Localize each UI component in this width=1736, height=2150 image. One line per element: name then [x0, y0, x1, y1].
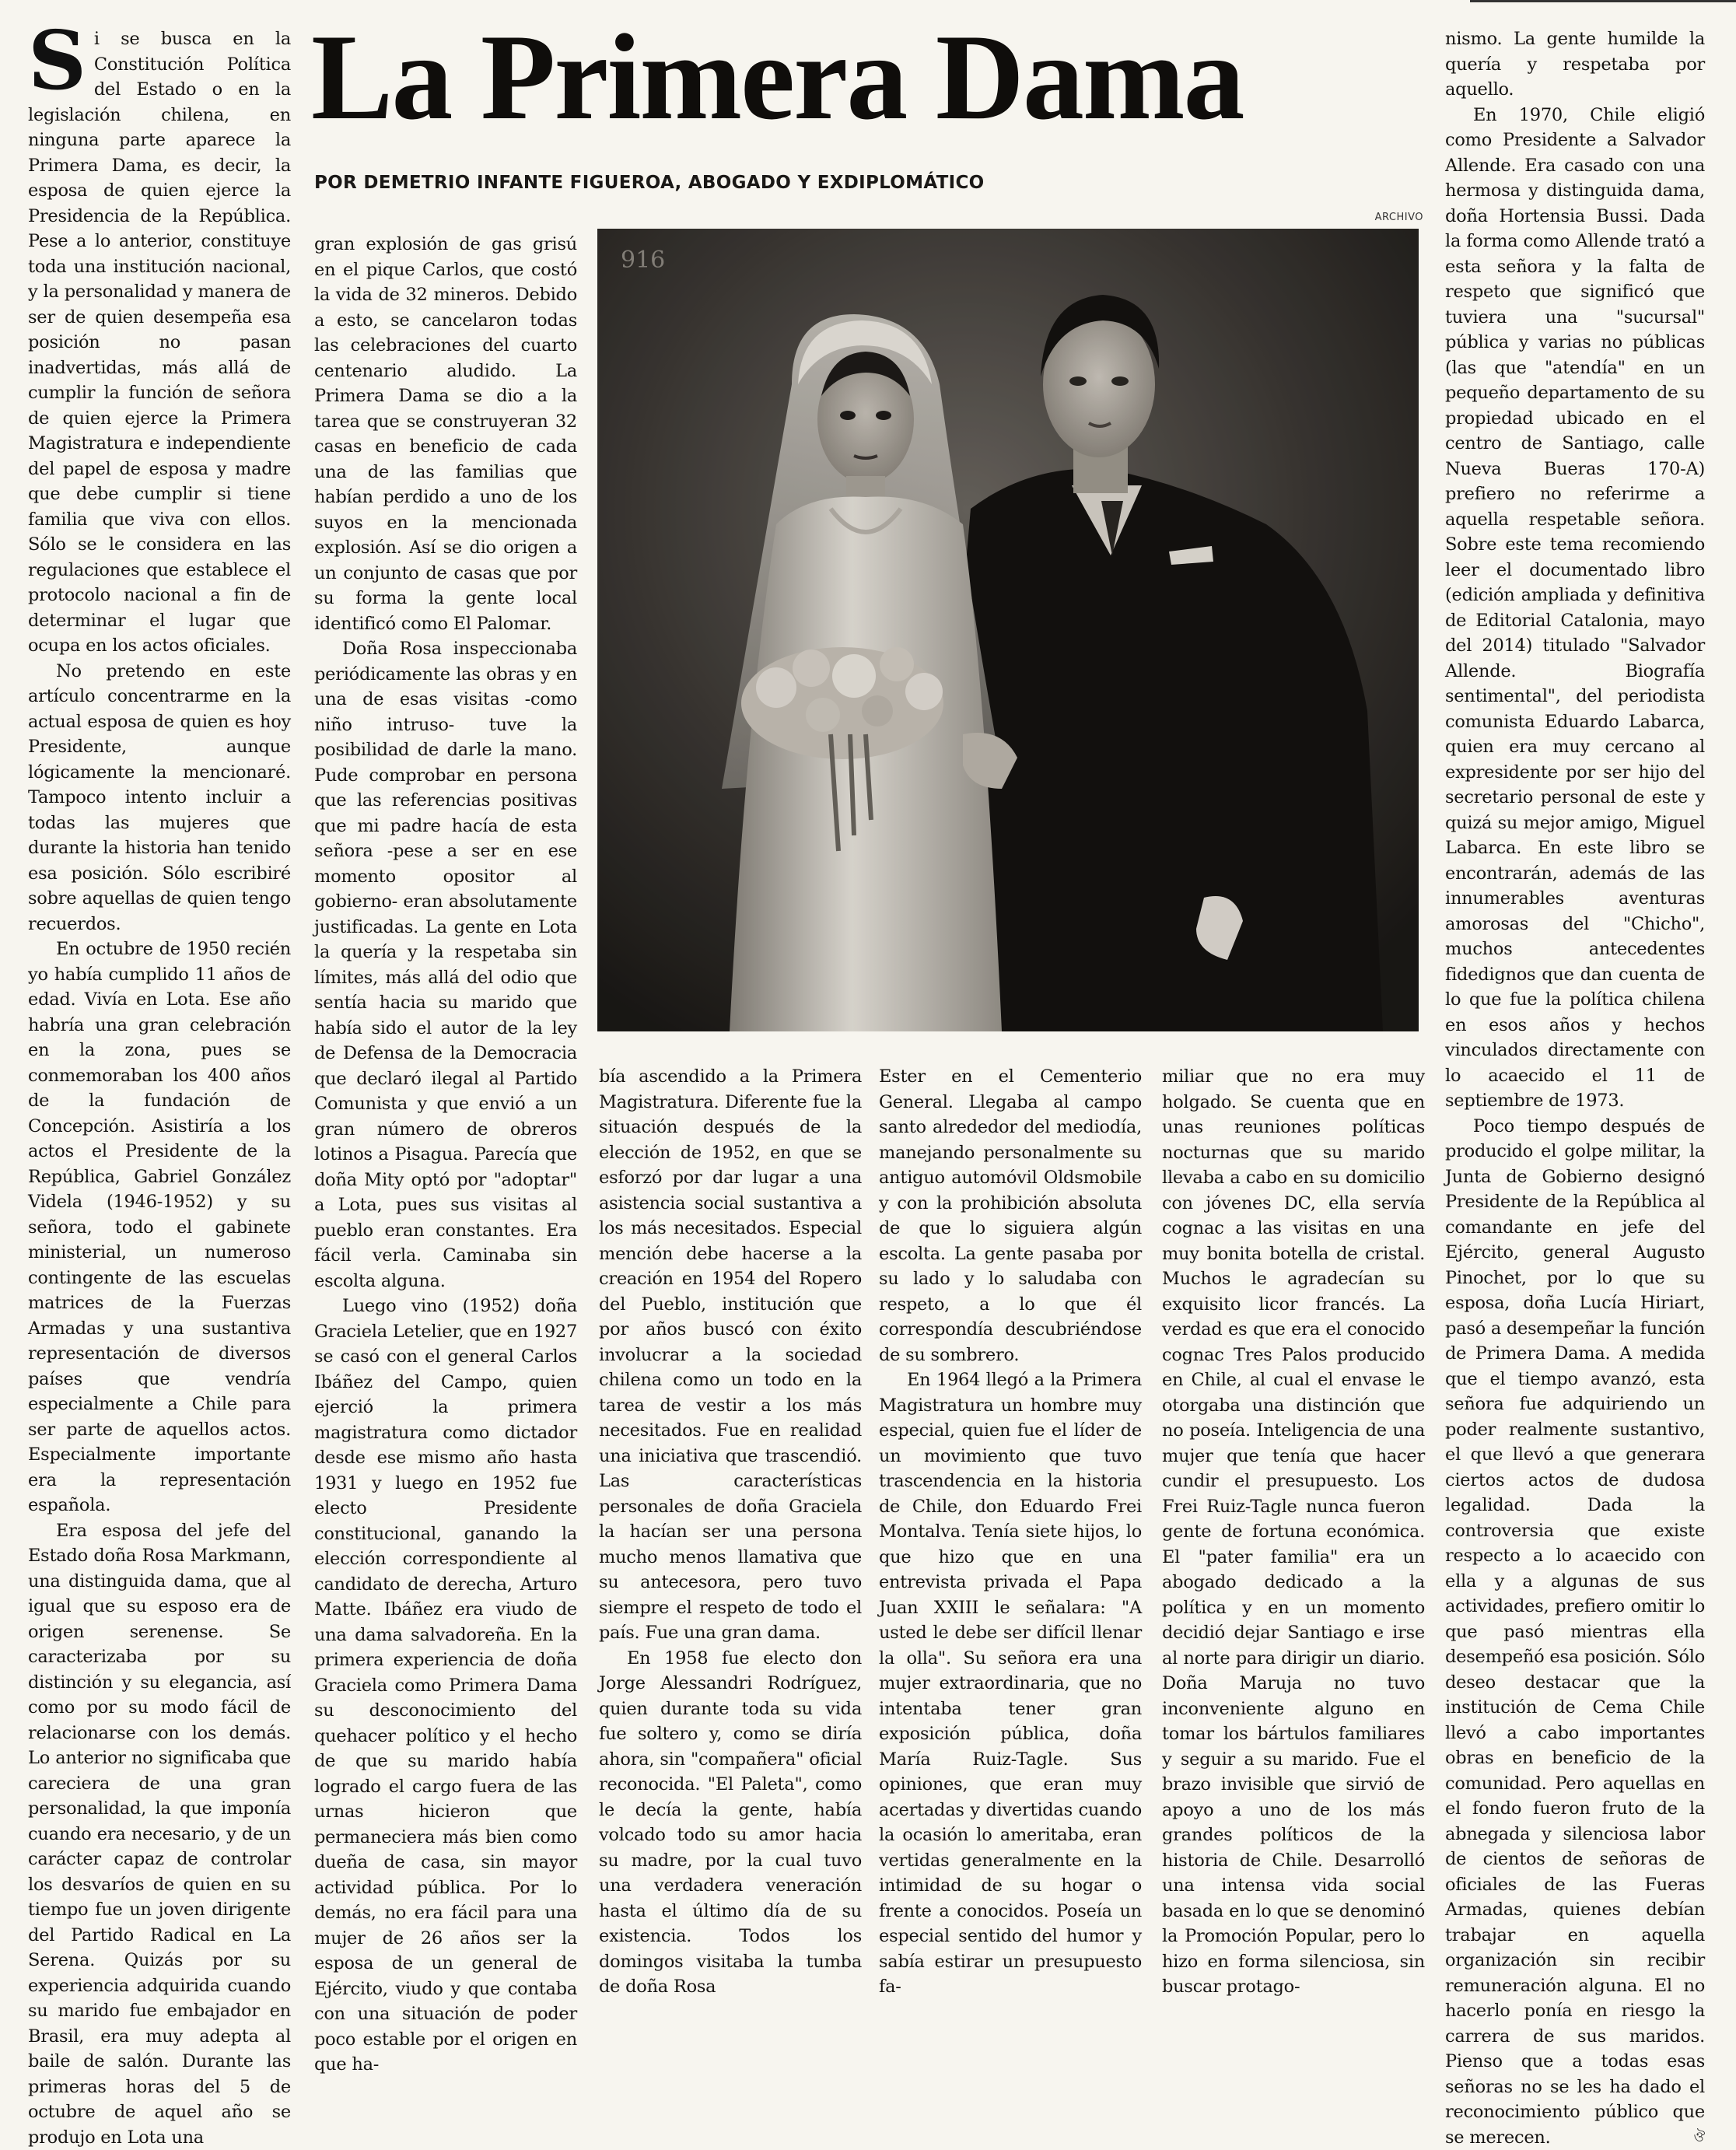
- drop-cap: S: [28, 28, 86, 93]
- paragraph: En octubre de 1950 recién yo había cumplido 11 años de edad. Vivía en Lota. Ese año habría una gran celebración en la zona, pues se conmemoraban los 400 años de la fundación de Concepción. Asistiría a los actos el Presidente de la República, Gabriel González Videla (1946-1952) y su señora, todo el gabinete ministerial, un numeroso contingente de las escuelas matrices de la Fuerzas Armadas y una sustantiva representación de diversos países que vendría especialmente a Chile para ser parte de aquellos actos. Especialmente importante era la representación española.: [28, 937, 291, 1518]
- article-column-3: [599, 1064, 862, 1956]
- wedding-photograph: [597, 229, 1419, 1031]
- headline: La Primera Dama: [311, 16, 1431, 140]
- photo-credit: ARCHIVO: [1346, 212, 1423, 223]
- article-column-2: [314, 232, 577, 1956]
- article-column-5: [1162, 1064, 1425, 1956]
- paragraph: Si se busca en la Constitución Política del Estado o en la legislación chilena, en ninguna parte aparece la Primera Dama, es decir, la esposa de quien ejerce la Presidencia de la República. Pese a lo anterior, constituye toda una institución nacional, y la personalidad y manera de ser de quien desempeña esa posición no pasan inadvertidas, más allá de cumplir la función de señora de quien ejerce la Primera Magistratura e independiente del papel de esposa y madre que debe cumplir si tiene familia que viva con ellos. Sólo se le considera en las regulaciones que establece el protocolo nacional a fin de determinar el lugar que ocupa en los actos oficiales.: [28, 26, 291, 659]
- article-column-1: [28, 26, 291, 1956]
- paragraph: gran explosión de gas grisú en el pique Carlos, que costó la vida de 32 mineros. Debido a esto, se cancelaron todas las celebraciones del cuarto centenario aludido. La Primera Dama se dio a la tarea que se construyeran 32 casas en beneficio de cada una de las familias que habían perdido a uno de los suyos en la mencionada explosión. Así se dio origen a un conjunto de casas que por su forma la gente local identificó como El Palomar.: [314, 232, 577, 636]
- paragraph: Era esposa del jefe del Estado doña Rosa Markmann, una distinguida dama, que al igual que su esposo era de origen serenense. Se caracterizaba por su distinción y su elegancia, así como por su modo fácil de relacionarse con los demás. Lo anterior no significaba que careciera de una gran personalidad, la que imponía cuando era necesario, y de un carácter capaz de controlar los desvaríos de quien en su tiempo fue un joven dirigente del Partido Radical en La Serena. Quizás por su experiencia adquirida cuando su marido fue embajador en Brasil, era muy adepta al baile de salón. Durante las primeras horas del 5 de octubre de aquel año se produjo en Lota una: [28, 1518, 291, 2150]
- paragraph: Poco tiempo después de producido el golpe militar, la Junta de Gobierno designó Presidente de la República al comandante en jefe del Ejército, general Augusto Pinochet, por lo que su esposa, doña Lucía Hiriart, pasó a desempeñar la función de Primera Dama. A medida que el tiempo avanzó, esta señora fue adquiriendo un poder realmente sustantivo, el que llevó a que generara ciertos actos de dudosa legalidad. Dada la controversia que existe respecto a lo acaecido con ella y a algunas de sus actividades, prefiero omitir lo que pasó mientras ella desempeñó esa posición. Sólo deseo destacar que la institución de Cema Chile llevó a cabo importantes obras en beneficio de la comunidad. Pero aquellas en el fondo fueron fruto de la abnegada y silenciosa labor de cientos de señoras de oficiales de las Fueras Armadas, quienes debían trabajar en aquella organización sin recibir remuneración alguna. El no hacerlo ponía en riesgo la carrera de sus maridos. Pienso que a todas esas señoras no se les ha dado el reconocimiento público que se merecen. ঔ: [1445, 1114, 1705, 2150]
- paragraph: No pretendo en este artículo concentrarme en la actual esposa de quien es hoy Presidente, aunque lógicamente la mencionaré. Tampoco intento incluir a todas las mujeres que durante la historia han tenido esa posición. Sólo escribiré sobre aquellas de quien tengo recuerdos.: [28, 659, 291, 937]
- paragraph: Ester en el Cementerio General. Llegaba al campo santo alrededor del mediodía, manejando personalmente su antiguo automóvil Oldsmobile y con la prohibición absoluta de que lo siguiera algún escolta. La gente pasaba por su lado y lo saludaba con respeto, a lo que él correspondía descubriéndose de su sombrero.: [879, 1064, 1142, 1367]
- paragraph: Doña Rosa inspeccionaba periódicamente las obras y en una de esas visitas -como niño intruso- tuve la posibilidad de darle la mano. Pude comprobar en persona que las referencias positivas que mi padre hacía de esta señora -pese a ser en ese momento opositor al gobierno- eran absolutamente justificadas. La gente en Lota la quería y la respetaba sin límites, más allá del odio que sentía hacia su marido que había sido el autor de la ley de Defensa de la Democracia que declaró ilegal al Partido Comunista y que envió a un gran número de obreros lotinos a Pisagua. Parecía que doña Mity optó por "adoptar" a Lota, pues sus visitas al pueblo eran constantes. Era fácil verla. Caminaba sin escolta alguna.: [314, 636, 577, 1294]
- article-column-4: [879, 1064, 1142, 1956]
- paragraph: Luego vino (1952) doña Graciela Letelier, que en 1927 se casó con el general Carlos Ibáñez del Campo, quien ejerció la primera magistratura como dictador desde ese mismo año hasta 1931 y luego en 1952 fue electo Presidente constitucional, ganando la elección correspondiente al candidato de derecha, Arturo Matte. Ibáñez era viudo de una dama salvadoreña. En la primera experiencia de doña Graciela como Primera Dama su desconocimiento del quehacer político y el hecho de que su marido había logrado el cargo fuera de las urnas hicieron que permaneciera más bien como dueña de casa, sin mayor actividad pública. Por lo demás, no era fácil para una mujer de 26 años ser la esposa de un general de Ejército, viudo y que contaba con una situación de poder poco estable por el origen en que ha-: [314, 1294, 577, 2078]
- top-rule: [1470, 0, 1736, 2]
- paragraph: En 1964 llegó a la Primera Magistratura un hombre muy especial, quien fue el líder de un movimiento que tuvo trascendencia en la historia de Chile, don Eduardo Frei Montalva. Tenía siete hijos, lo que hizo que en una entrevista privada el Papa Juan XXIII le señalara: "A usted le debe ser difícil llenar la olla". Su señora era una mujer extraordinaria, que no intentaba tener gran exposición pública, doña María Ruiz-Tagle. Sus opiniones, que eran muy acertadas y divertidas cuando la ocasión lo ameritaba, eran vertidas generalmente en la intimidad de su hogar o frente a conocidos. Poseía un especial sentido del humor y sabía estirar un presupuesto fa-: [879, 1367, 1142, 2000]
- byline: POR DEMETRIO INFANTE FIGUEROA, ABOGADO Y EXDIPLOMÁTICO: [314, 173, 1403, 193]
- wedding-photo-illustration: [597, 229, 1419, 1031]
- paragraph: En 1970, Chile eligió como Presidente a Salvador Allende. Era casado con una hermosa y distinguida dama, doña Hortensia Bussi. Dada la forma como Allende trató a esta señora y la falta de respeto que significó que tuviera una "sucursal" pública y varias no públicas (las que "atendía" en un pequeño departamento de su propiedad ubicado en el centro de Santiago, calle Nueva Bueras 170-A) prefiero no referirme a aquella respetable señora. Sobre este tema recomiendo leer el documentado libro (edición ampliada y definitiva de Editorial Catalonia, mayo del 2014) titulado "Salvador Allende. Biografía sentimental", del periodista comunista Eduardo Labarca, quien era muy cercano al expresidente por ser hijo del secretario personal de este y quizá su mejor amigo, Miguel Labarca. En este libro se encontrarán, además de las innumerables aventuras amorosas del "Chicho", muchos antecedentes fidedignos que dan cuenta de lo que fue la política chilena en esos años y hechos vinculados directamente con lo acaecido el 11 de septiembre de 1973.: [1445, 103, 1705, 1114]
- end-mark-icon: ঔ: [1665, 2125, 1705, 2150]
- article-column-6: [1445, 26, 1705, 1956]
- photo-corner-mark: 916: [621, 247, 665, 274]
- paragraph: nismo. La gente humilde la quería y respetaba por aquello.: [1445, 26, 1705, 103]
- paragraph: En 1958 fue electo don Jorge Alessandri Rodríguez, quien durante toda su vida fue soltero y, como se diría ahora, sin "compañera" oficial reconocida. "El Paleta", como le decía la gente, había volcado todo su amor hacia su madre, por la cual tuvo una verdadera veneración hasta el último día de su existencia. Todos los domingos visitaba la tumba de doña Rosa: [599, 1646, 862, 2000]
- paragraph: miliar que no era muy holgado. Se cuenta que en unas reuniones políticas nocturnas que su marido llevaba a cabo en su domicilio con jóvenes DC, ella servía cognac a las visitas en una muy bonita botella de cristal. Muchos le agradecían su exquisito licor francés. La verdad es que era el conocido cognac Tres Palos producido en Chile, al cual el envase le otorgaba una distinción que no poseía. Inteligencia de una mujer que tenía que hacer cundir el presupuesto. Los Frei Ruiz-Tagle nunca fueron gente de fortuna económica. El "pater familia" era un abogado dedicado a la política y en un momento decidió dejar Santiago e irse al norte para dirigir un diario. Doña Maruja no tuvo inconveniente alguno en tomar los bártulos familiares y seguir a su marido. Fue el brazo invisible que sirvió de apoyo a uno de los más grandes políticos de la historia de Chile. Desarrolló una intensa vida social basada en lo que se denominó la Promoción Popular, pero lo hizo en forma silenciosa, sin buscar protago-: [1162, 1064, 1425, 2000]
- paragraph: bía ascendido a la Primera Magistratura. Diferente fue la situación después de la elección de 1952, en que se esforzó por dar lugar a una asistencia social sustantiva a los más necesitados. Especial mención debe hacerse a la creación en 1954 del Ropero del Pueblo, institución que por años buscó con éxito involucrar a la sociedad chilena como un todo en la tarea de vestir a los más necesitados. Fue en realidad una iniciativa que trascendió. Las características personales de doña Graciela la hacían ser una persona mucho menos llamativa que su antecesora, pero tuvo siempre el respeto de todo el país. Fue una gran dama.: [599, 1064, 862, 1646]
